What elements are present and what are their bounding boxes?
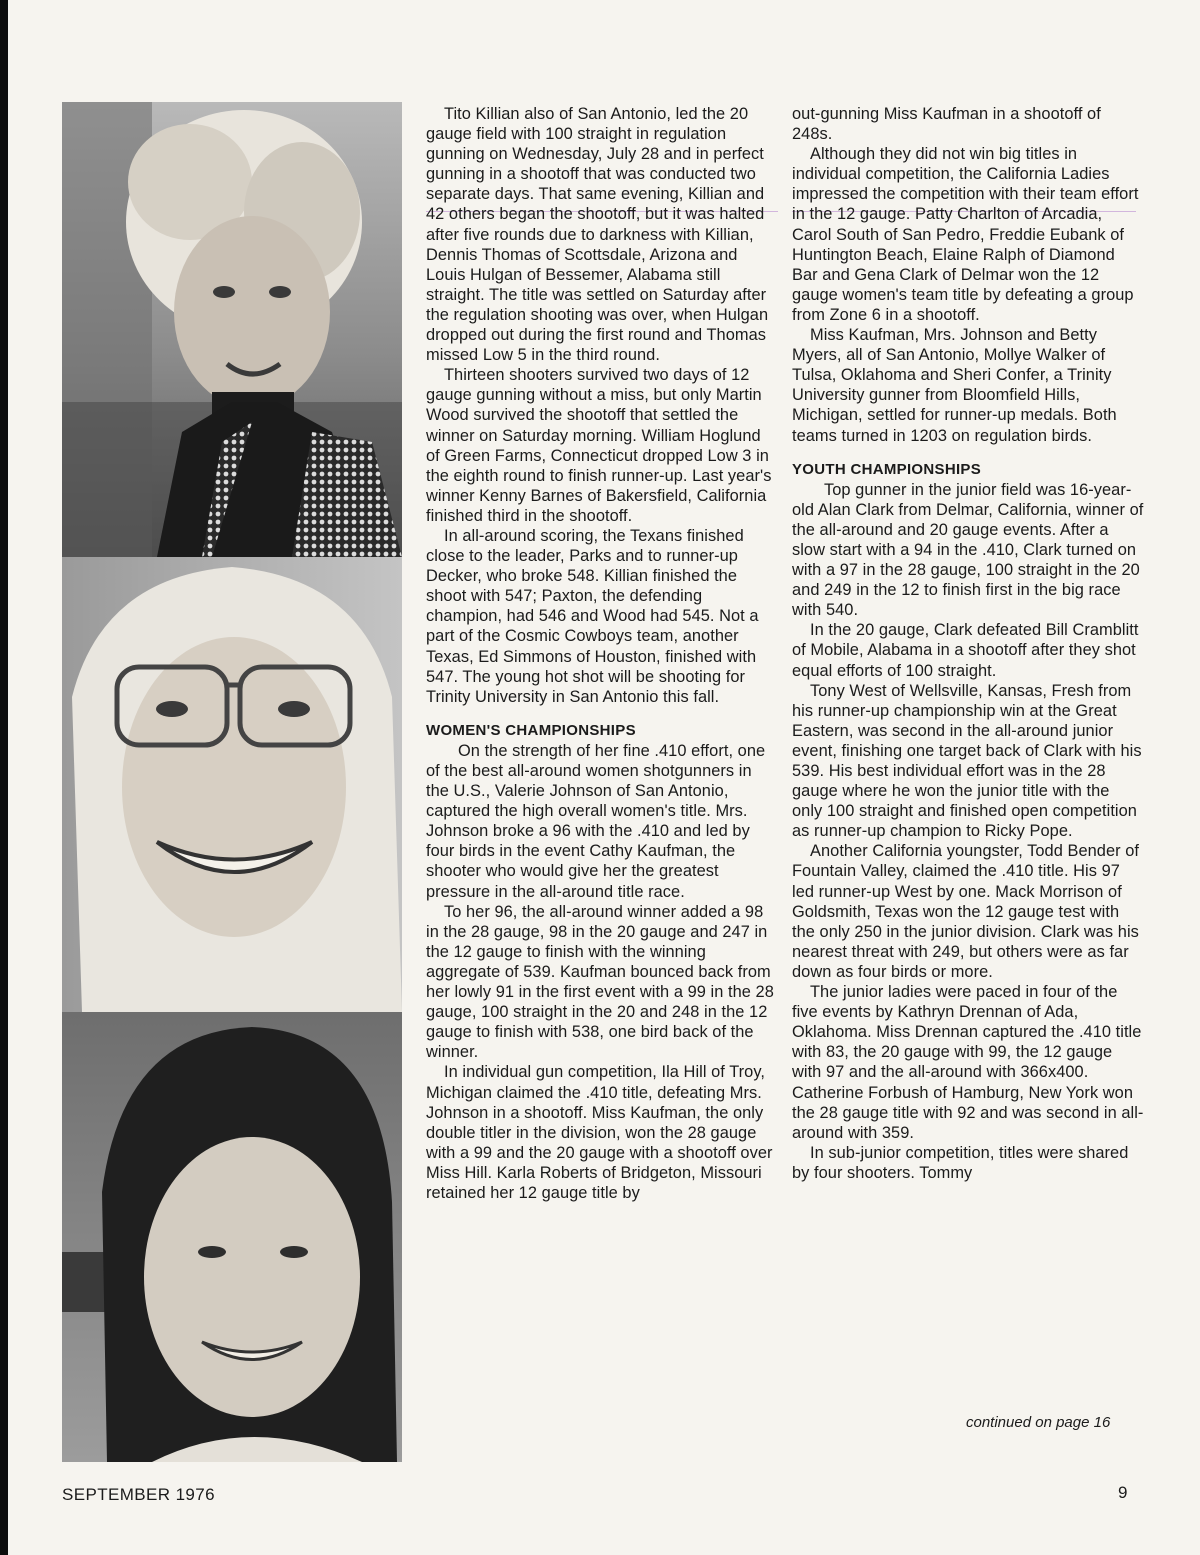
paragraph: In the 20 gauge, Clark defeated Bill Cramblitt of Mobile, Alabama in a shootoff after they shot equal efforts of 100 straight. xyxy=(792,621,1139,680)
section-heading-women: WOMEN'S CHAMPIONSHIPS xyxy=(426,721,636,739)
photo-woman-glasses xyxy=(62,557,402,1012)
page-number: 9 xyxy=(1118,1483,1128,1502)
paragraph: Tony West of Wellsville, Kansas, Fresh from his runner-up championship win at the Great Eastern, was second in the all-around junior event, finishing one target back of Clark with his 539. His best individual effort was in the 28 gauge where he won the junior title with the only 100 straight and finished open competition as runner-up champion to Ricky Pope. xyxy=(792,681,1142,841)
paragraph: Miss Kaufman, Mrs. Johnson and Betty Myers, all of San Antonio, Mollye Walker of Tulsa, Oklahoma and Sheri Confer, a Trinity University gunner from Bloomfield Hills, Michigan, settled for runner-up medals. Both teams turned in 1203 on regulation birds. xyxy=(792,326,1117,445)
paragraph: Tito Killian also of San Antonio, led the 20 gauge field with 100 straight in regulation gunning on Wednesday, July 28 and in perfect gunning in a shootoff that was conducted two separate days. That same evening, Killian and 42 others began the shootoff, but it was halted after five rounds due to darkness with Killian, Dennis Thomas of Scottsdale, Arizona and Louis Hulgan of Bessemer, Alabama still straight. The title was settled on Saturday after the regulation shooting was over, when Hulgan dropped out during the first round and Thomas missed Low 5 in the third round. xyxy=(426,105,769,365)
photo-strip xyxy=(62,102,402,1462)
paragraph: Another California youngster, Todd Bender of Fountain Valley, claimed the .410 title. His 97 led runner-up West by one. Mack Morrison of Goldsmith, Texas won the 12 gauge test with the only 250 in the junior division. Clark was his nearest threat with 249, but others were as far down as four birds or more. xyxy=(792,842,1140,981)
article-column-middle xyxy=(426,104,778,1203)
binding-edge xyxy=(0,0,8,1555)
paragraph: Top gunner in the junior field was 16-year-old Alan Clark from Delmar, California, winner of the all-around and 20 gauge events. After a slow start with a 94 in the .410, Clark turned on with a 97 in the 28 gauge, 100 straight in the 20 and 249 in the 12 to finish first in the big race with 540. xyxy=(792,480,1144,620)
paragraph: out-gunning Miss Kaufman in a shootoff of 248s. xyxy=(792,105,1101,144)
paragraph: In sub-junior competition, titles were shared by four shooters. Tommy xyxy=(792,1143,1129,1182)
photo-woman-pulled-back-hair xyxy=(62,1012,402,1462)
issue-date: SEPTEMBER 1976 xyxy=(62,1485,215,1504)
article-column-right xyxy=(792,104,1144,1183)
paragraph: On the strength of her fine .410 effort, one of the best all-around women shotgunners in the U.S., Valerie Johnson of San Antonio, captured the high overall women's title. Mrs. Johnson broke a 96 with the .410 and led by four birds in the event Cathy Kaufman, the shooter who would give her the greatest pressure in the all-around title race. xyxy=(426,741,766,901)
paragraph: To her 96, the all-around winner added a 98 in the 28 gauge, 98 in the 20 gauge and 247 in the 12 gauge to finish with the winning aggregate of 539. Kaufman bounced back from her lowly 91 in the first event with a 99 in the 28 gauge, 100 straight in the 20 and 248 in the 12 gauge to finish with 538, one bird back of the winner. xyxy=(426,902,774,1062)
section-heading-youth: YOUTH CHAMPIONSHIPS xyxy=(792,460,982,478)
continued-note: continued on page 16 xyxy=(966,1414,1111,1431)
photo-woman-vest xyxy=(62,102,402,557)
paragraph: Thirteen shooters survived two days of 12 gauge gunning without a miss, but only Martin Wood survived the shootoff that settled the winner on Saturday morning. William Hoglund of Green Farms, Connecticut dropped Low 3 in the eighth round to finish runner-up. Last year's winner Kenny Barnes of Bakersfield, California finished third in the shootoff. xyxy=(426,366,772,525)
paragraph: Although they did not win big titles in individual competition, the California Ladies impressed the competition with their team effort in the 12 gauge. Patty Charlton of Arcadia, Carol South of San Pedro, Freddie Eubank of Huntington Beach, Elaine Ralph of Diamond Bar and Gena Clark of Delmar won the 12 gauge women's team title by defeating a group from Zone 6 in a shootoff. xyxy=(792,145,1139,324)
paragraph: The junior ladies were paced in four of the five events by Kathryn Drennan of Ada, Oklahoma. Miss Drennan captured the .410 title with 83, the 20 gauge with 99, the 12 gauge with 97 and the all-around with 366x400. Catherine Forbush of Hamburg, New York won the 28 gauge title with 92 and was second in all-around with 359. xyxy=(792,983,1144,1142)
paragraph: In all-around scoring, the Texans finished close to the leader, Parks and to runner-up Decker, who broke 548. Killian finished the shoot with 547; Paxton, the defending champion, had 546 and Wood had 545. Not a part of the Cosmic Cowboys team, another Texas, Ed Simmons of Houston, finished with 547. The young hot shot will be shooting for Trinity University in San Antonio this fall. xyxy=(426,526,759,706)
paragraph: In individual gun competition, Ila Hill of Troy, Michigan claimed the .410 title, defeating Mrs. Johnson in a shootoff. Miss Kaufman, the only double titler in the division, won the 28 gauge with a 99 and the 20 gauge with a shootoff over Miss Hill. Karla Roberts of Bridgeton, Missouri retained her 12 gauge title by xyxy=(426,1063,773,1202)
